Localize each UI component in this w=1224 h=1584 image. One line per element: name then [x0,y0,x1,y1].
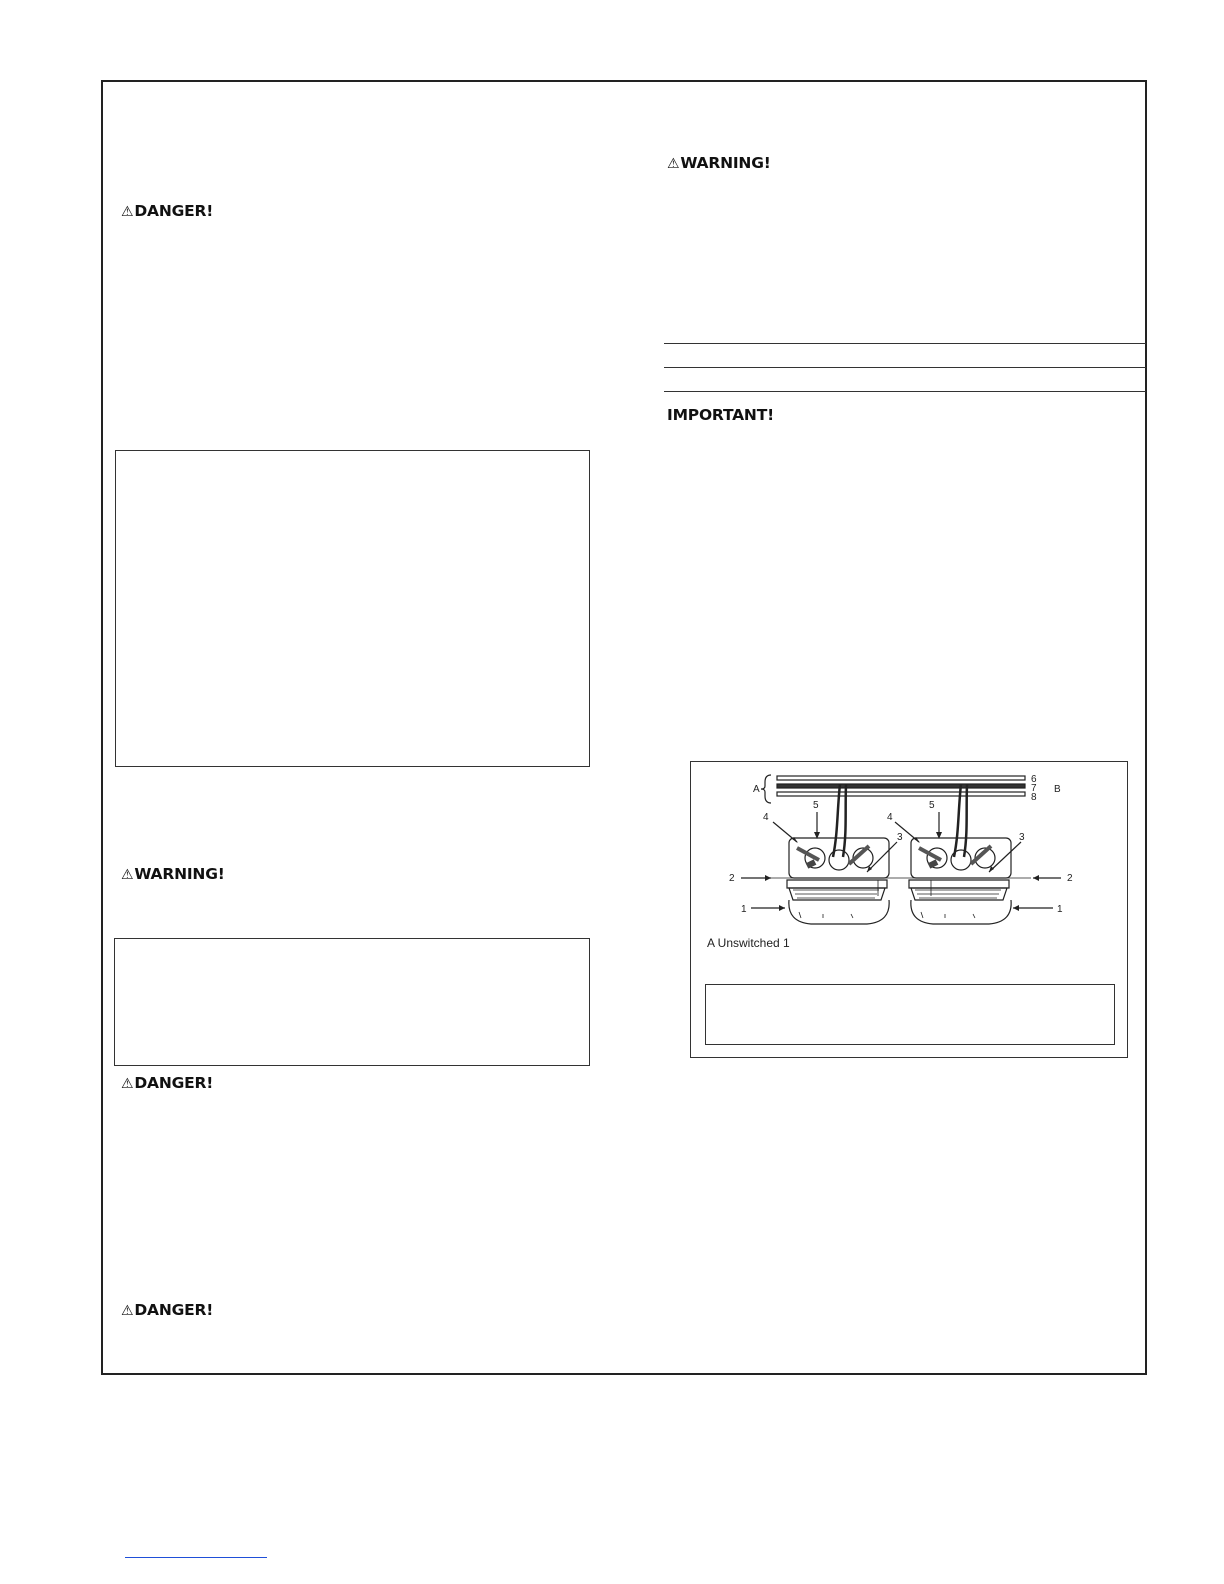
label-4-left: 4 [763,812,769,823]
important-heading: IMPORTANT! [667,406,774,424]
housing-right [911,838,1011,878]
label-a: A [753,784,760,795]
label-b: B [1054,784,1061,795]
label-6: 6 [1031,774,1037,785]
label-8: 8 [1031,792,1037,803]
warning-triangle-icon: ⚠ [121,867,134,883]
label-3-left: 3 [897,832,903,843]
danger-heading-1: ⚠DANGER! [121,202,214,220]
figure-note-box [705,984,1115,1045]
housing-left [789,838,889,878]
label-5-right: 5 [929,800,935,811]
footer-link[interactable] [125,1557,267,1558]
bracket [761,775,771,803]
label-2-right: 2 [1067,873,1073,884]
label-1-left: 1 [741,904,747,915]
warning-triangle-icon: ⚠ [121,1076,134,1092]
label-2-left: 2 [729,873,735,884]
danger-heading-2: ⚠DANGER! [121,1074,214,1092]
warning-heading-left: ⚠WARNING! [121,865,225,883]
notice-box-small [114,938,590,1066]
table-rule-bottom [664,391,1146,392]
label-7: 7 [1031,783,1037,794]
conductor-8 [777,792,1025,796]
conductor-7 [777,784,1025,788]
conductor-6 [777,776,1025,780]
warning-heading-right: ⚠WARNING! [667,154,771,172]
wiring-figure [690,761,1128,1058]
table-rule-top [664,343,1146,344]
warning-triangle-icon: ⚠ [121,1303,134,1319]
warning-triangle-icon: ⚠ [667,156,680,172]
label-3-right: 3 [1019,832,1025,843]
figure-caption: A Unswitched 1 [707,936,790,950]
notice-box-large [115,450,590,767]
danger-heading-3: ⚠DANGER! [121,1301,214,1319]
warning-triangle-icon: ⚠ [121,204,134,220]
label-4-right: 4 [887,812,893,823]
label-1-right: 1 [1057,904,1063,915]
label-5-left: 5 [813,800,819,811]
table-rule-middle [664,367,1146,368]
